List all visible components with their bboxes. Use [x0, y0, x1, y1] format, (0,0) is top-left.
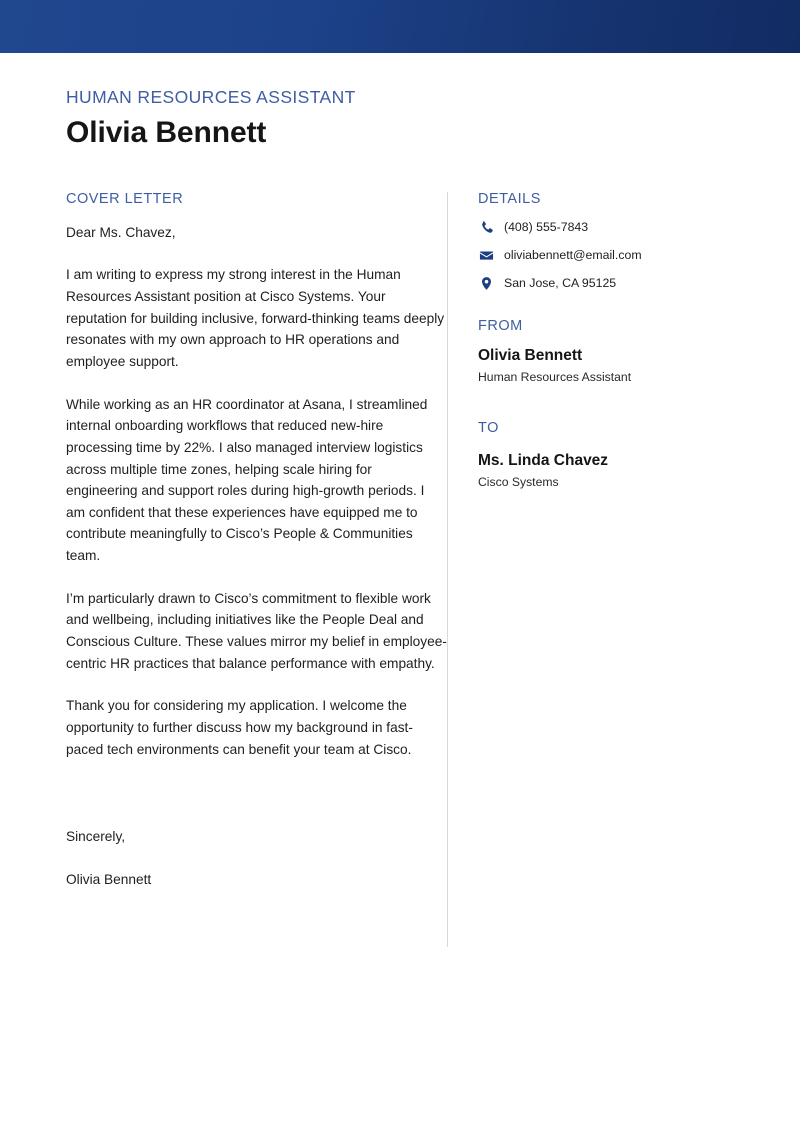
- applicant-header: [0, 53, 800, 152]
- to-heading: TO: [478, 419, 499, 436]
- details-column: [448, 192, 738, 491]
- list-item: [478, 220, 738, 236]
- from-subtitle: Human Resources Assistant: [478, 370, 632, 385]
- to-block: [478, 421, 738, 491]
- location: San Jose, CA 95125: [504, 275, 617, 290]
- applicant-name: Olivia Bennett: [66, 116, 267, 150]
- salutation: Dear Ms. Chavez,: [66, 224, 176, 240]
- phone-icon: [478, 220, 494, 236]
- document-page: [0, 53, 800, 947]
- email-address: oliviabennett@email.com: [504, 247, 642, 262]
- letter-paragraph: While working as an HR coordinator at Asana, I streamlined internal onboarding workflows that reduced new-hire processing time by 22%. I also managed interview logistics across multiple time zones, helping scale hiring for engineering and support roles during high-growth periods. I am confident that these experiences have equipped me to contribute meaningfully to Cisco’s People & Communities team.: [66, 396, 428, 564]
- header-banner: [0, 0, 800, 53]
- signature-name: Olivia Bennett: [66, 871, 152, 887]
- letter-paragraph: I’m particularly drawn to Cisco’s commitment to flexible work and wellbeing, including initiatives like the People Deal and Conscious Culture. These values mirror my belief in employee-centric HR practices that balance performance with empathy.: [66, 590, 447, 671]
- cover-letter-column: [0, 192, 447, 891]
- from-heading: FROM: [478, 317, 523, 334]
- list-item: [478, 248, 738, 264]
- cover-letter-heading: COVER LETTER: [66, 190, 184, 207]
- details-list: [478, 220, 738, 292]
- from-block: [478, 319, 738, 386]
- letter-paragraph: Thank you for considering my application. I welcome the opportunity to further discuss how my background in fast-paced tech environments can benefit your team at Cisco.: [66, 698, 413, 757]
- to-name: Ms. Linda Chavez: [478, 451, 609, 469]
- applicant-role: HUMAN RESOURCES ASSISTANT: [66, 87, 356, 107]
- content-columns: [0, 192, 800, 947]
- sign-off: Sincerely,: [66, 829, 126, 845]
- envelope-icon: [478, 248, 494, 264]
- location-pin-icon: [478, 276, 494, 292]
- details-heading: DETAILS: [478, 190, 541, 207]
- letter-paragraph: I am writing to express my strong interest in the Human Resources Assistant position at Cisco Systems. Your reputation for building inclusive, forward-thinking teams deeply resonates with my own approach to HR operations and employee support.: [66, 267, 445, 369]
- phone-number: (408) 555-7843: [504, 219, 589, 234]
- to-subtitle: Cisco Systems: [478, 475, 559, 490]
- list-item: [478, 276, 738, 292]
- from-name: Olivia Bennett: [478, 346, 583, 364]
